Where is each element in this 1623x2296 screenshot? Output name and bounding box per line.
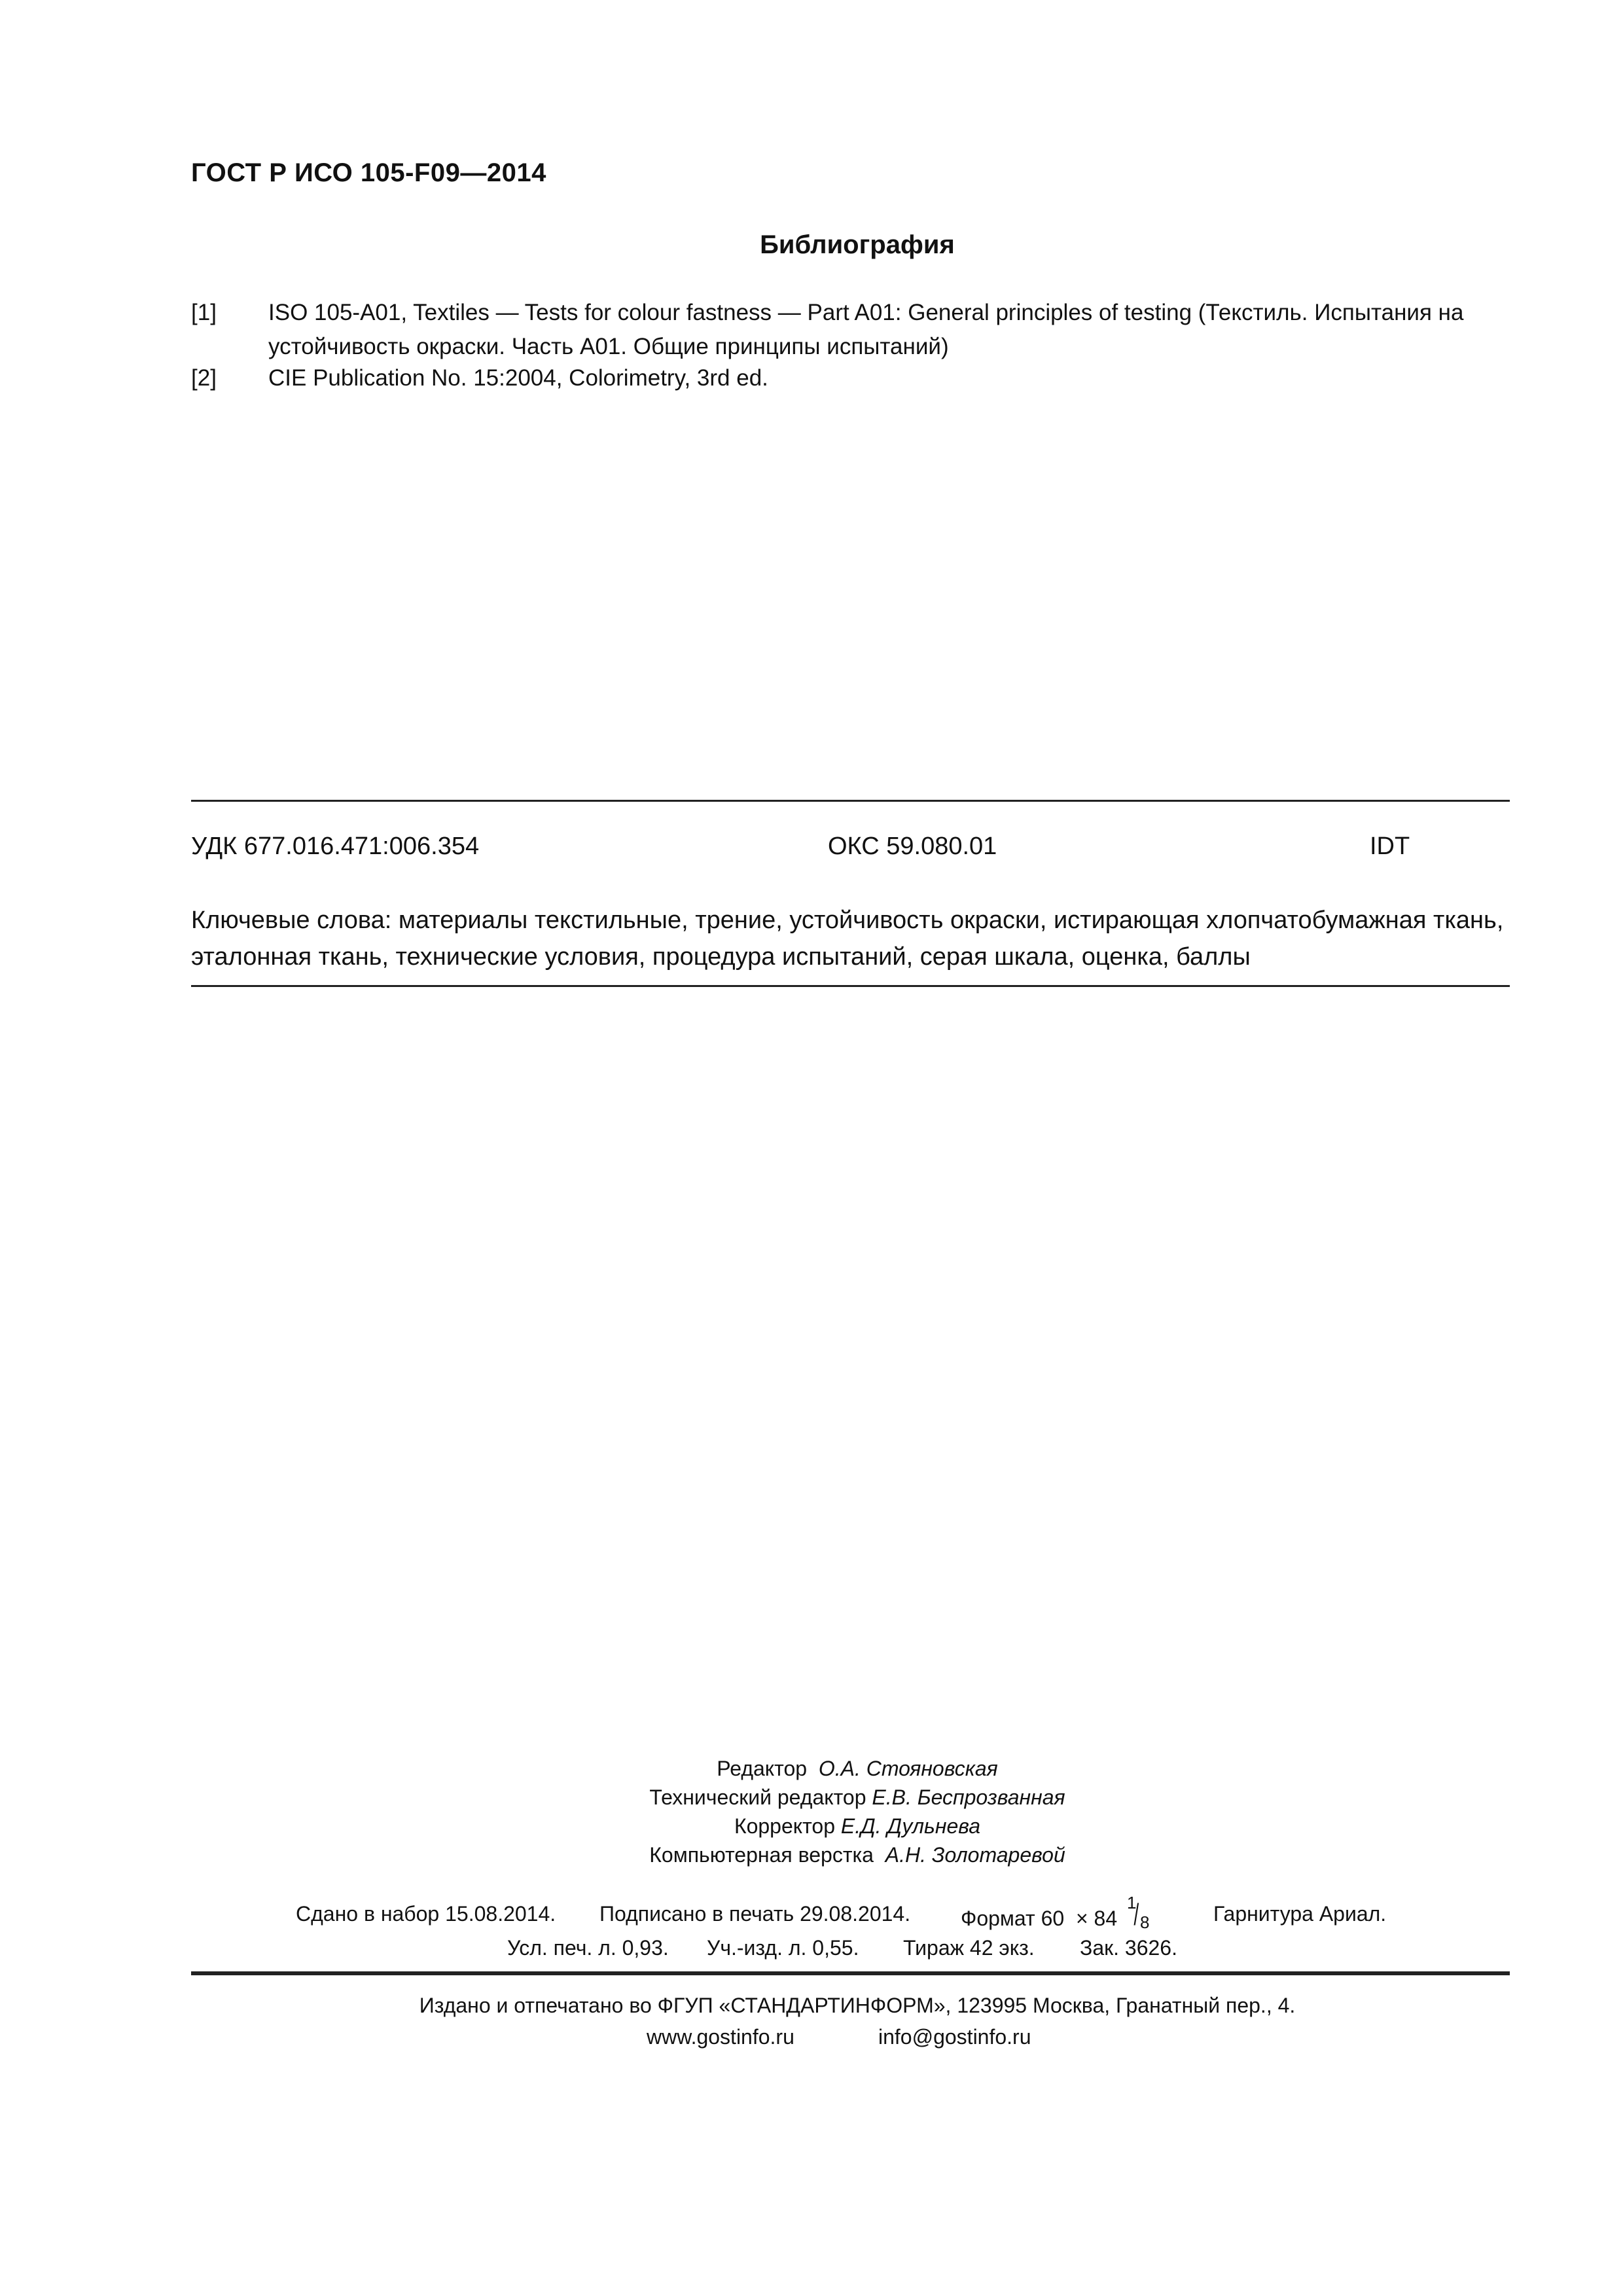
credit-person: Е.В. Беспрозванная	[872, 1785, 1065, 1809]
publisher-website[interactable]: www.gostinfo.ru	[647, 2025, 794, 2049]
credit-layout	[0, 1840, 1623, 1869]
bibliography-title: Библиография	[760, 230, 955, 259]
fraction-denominator: 8	[1140, 1912, 1150, 1932]
imprint-signed: Подписано в печать 29.08.2014.	[599, 1902, 911, 1926]
publisher-email[interactable]: info@gostinfo.ru	[878, 2025, 1031, 2049]
idt-code: IDT	[1370, 833, 1410, 860]
fraction-one-eighth	[1123, 1893, 1152, 1932]
udk-code: УДК 677.016.471:006.354	[191, 833, 480, 860]
bibliography-entry-number: [2]	[191, 365, 217, 391]
bibliography-entry-number: [1]	[191, 300, 217, 325]
imprint-format-label: Формат 60	[961, 1907, 1065, 1930]
divider-line	[191, 985, 1510, 987]
imprint-order: Зак. 3626.	[1080, 1936, 1177, 1960]
credit-person: Е.Д. Дульнева	[840, 1814, 981, 1838]
fraction-numerator: 1	[1127, 1893, 1137, 1912]
credit-tech-editor	[0, 1783, 1623, 1812]
imprint-print-sheets: Усл. печ. л. 0,93.	[507, 1936, 669, 1960]
oks-code: ОКС 59.080.01	[828, 833, 997, 860]
credit-role: Редактор	[717, 1757, 808, 1780]
divider-line-thick	[191, 1971, 1510, 1975]
credit-role: Корректор	[734, 1814, 836, 1838]
credit-editor	[0, 1754, 1623, 1783]
imprint-pub-sheets: Уч.-изд. л. 0,55.	[707, 1936, 859, 1960]
divider-line	[191, 800, 1510, 802]
imprint-font: Гарнитура Ариал.	[1213, 1902, 1387, 1926]
bibliography-entry-text: CIE Publication No. 15:2004, Colorimetry, 3rd ed.	[268, 365, 768, 391]
credit-role: Компьютерная верстка	[649, 1843, 874, 1867]
credit-person: О.А. Стояновская	[818, 1757, 998, 1780]
keywords-text: Ключевые слова: материалы текстильные, трение, устойчивость окраски, истирающая хлопчатобумажная ткань, эталонная ткань, технические условия, процедура испытаний, серая шкала, оценка, баллы	[191, 906, 1504, 971]
document-number-header: ГОСТ Р ИСО 105-F09—2014	[191, 158, 546, 187]
imprint-circulation: Тираж 42 экз.	[903, 1936, 1035, 1960]
imprint-format-84: 84	[1094, 1907, 1118, 1930]
credit-corrector	[0, 1812, 1623, 1840]
credit-person: А.Н. Золотаревой	[885, 1843, 1065, 1867]
bibliography-entry-text: ISO 105-A01, Textiles — Tests for colour fastness — Part A01: General principles of testing (Текстиль. Испытания на устойчивость окраски. Часть А01. Общие принципы испытаний)	[268, 300, 1464, 359]
fraction-slash: /	[1133, 1897, 1139, 1931]
credit-role: Технический редактор	[649, 1785, 866, 1809]
publisher-line: Издано и отпечатано во ФГУП «СТАНДАРТИНФОРМ», 123995 Москва, Гранатный пер., 4.	[419, 1994, 1296, 2017]
multiply-sign: ×	[1075, 1907, 1088, 1930]
imprint-submitted: Сдано в набор 15.08.2014.	[296, 1902, 556, 1926]
imprint-format	[961, 1893, 1152, 1932]
